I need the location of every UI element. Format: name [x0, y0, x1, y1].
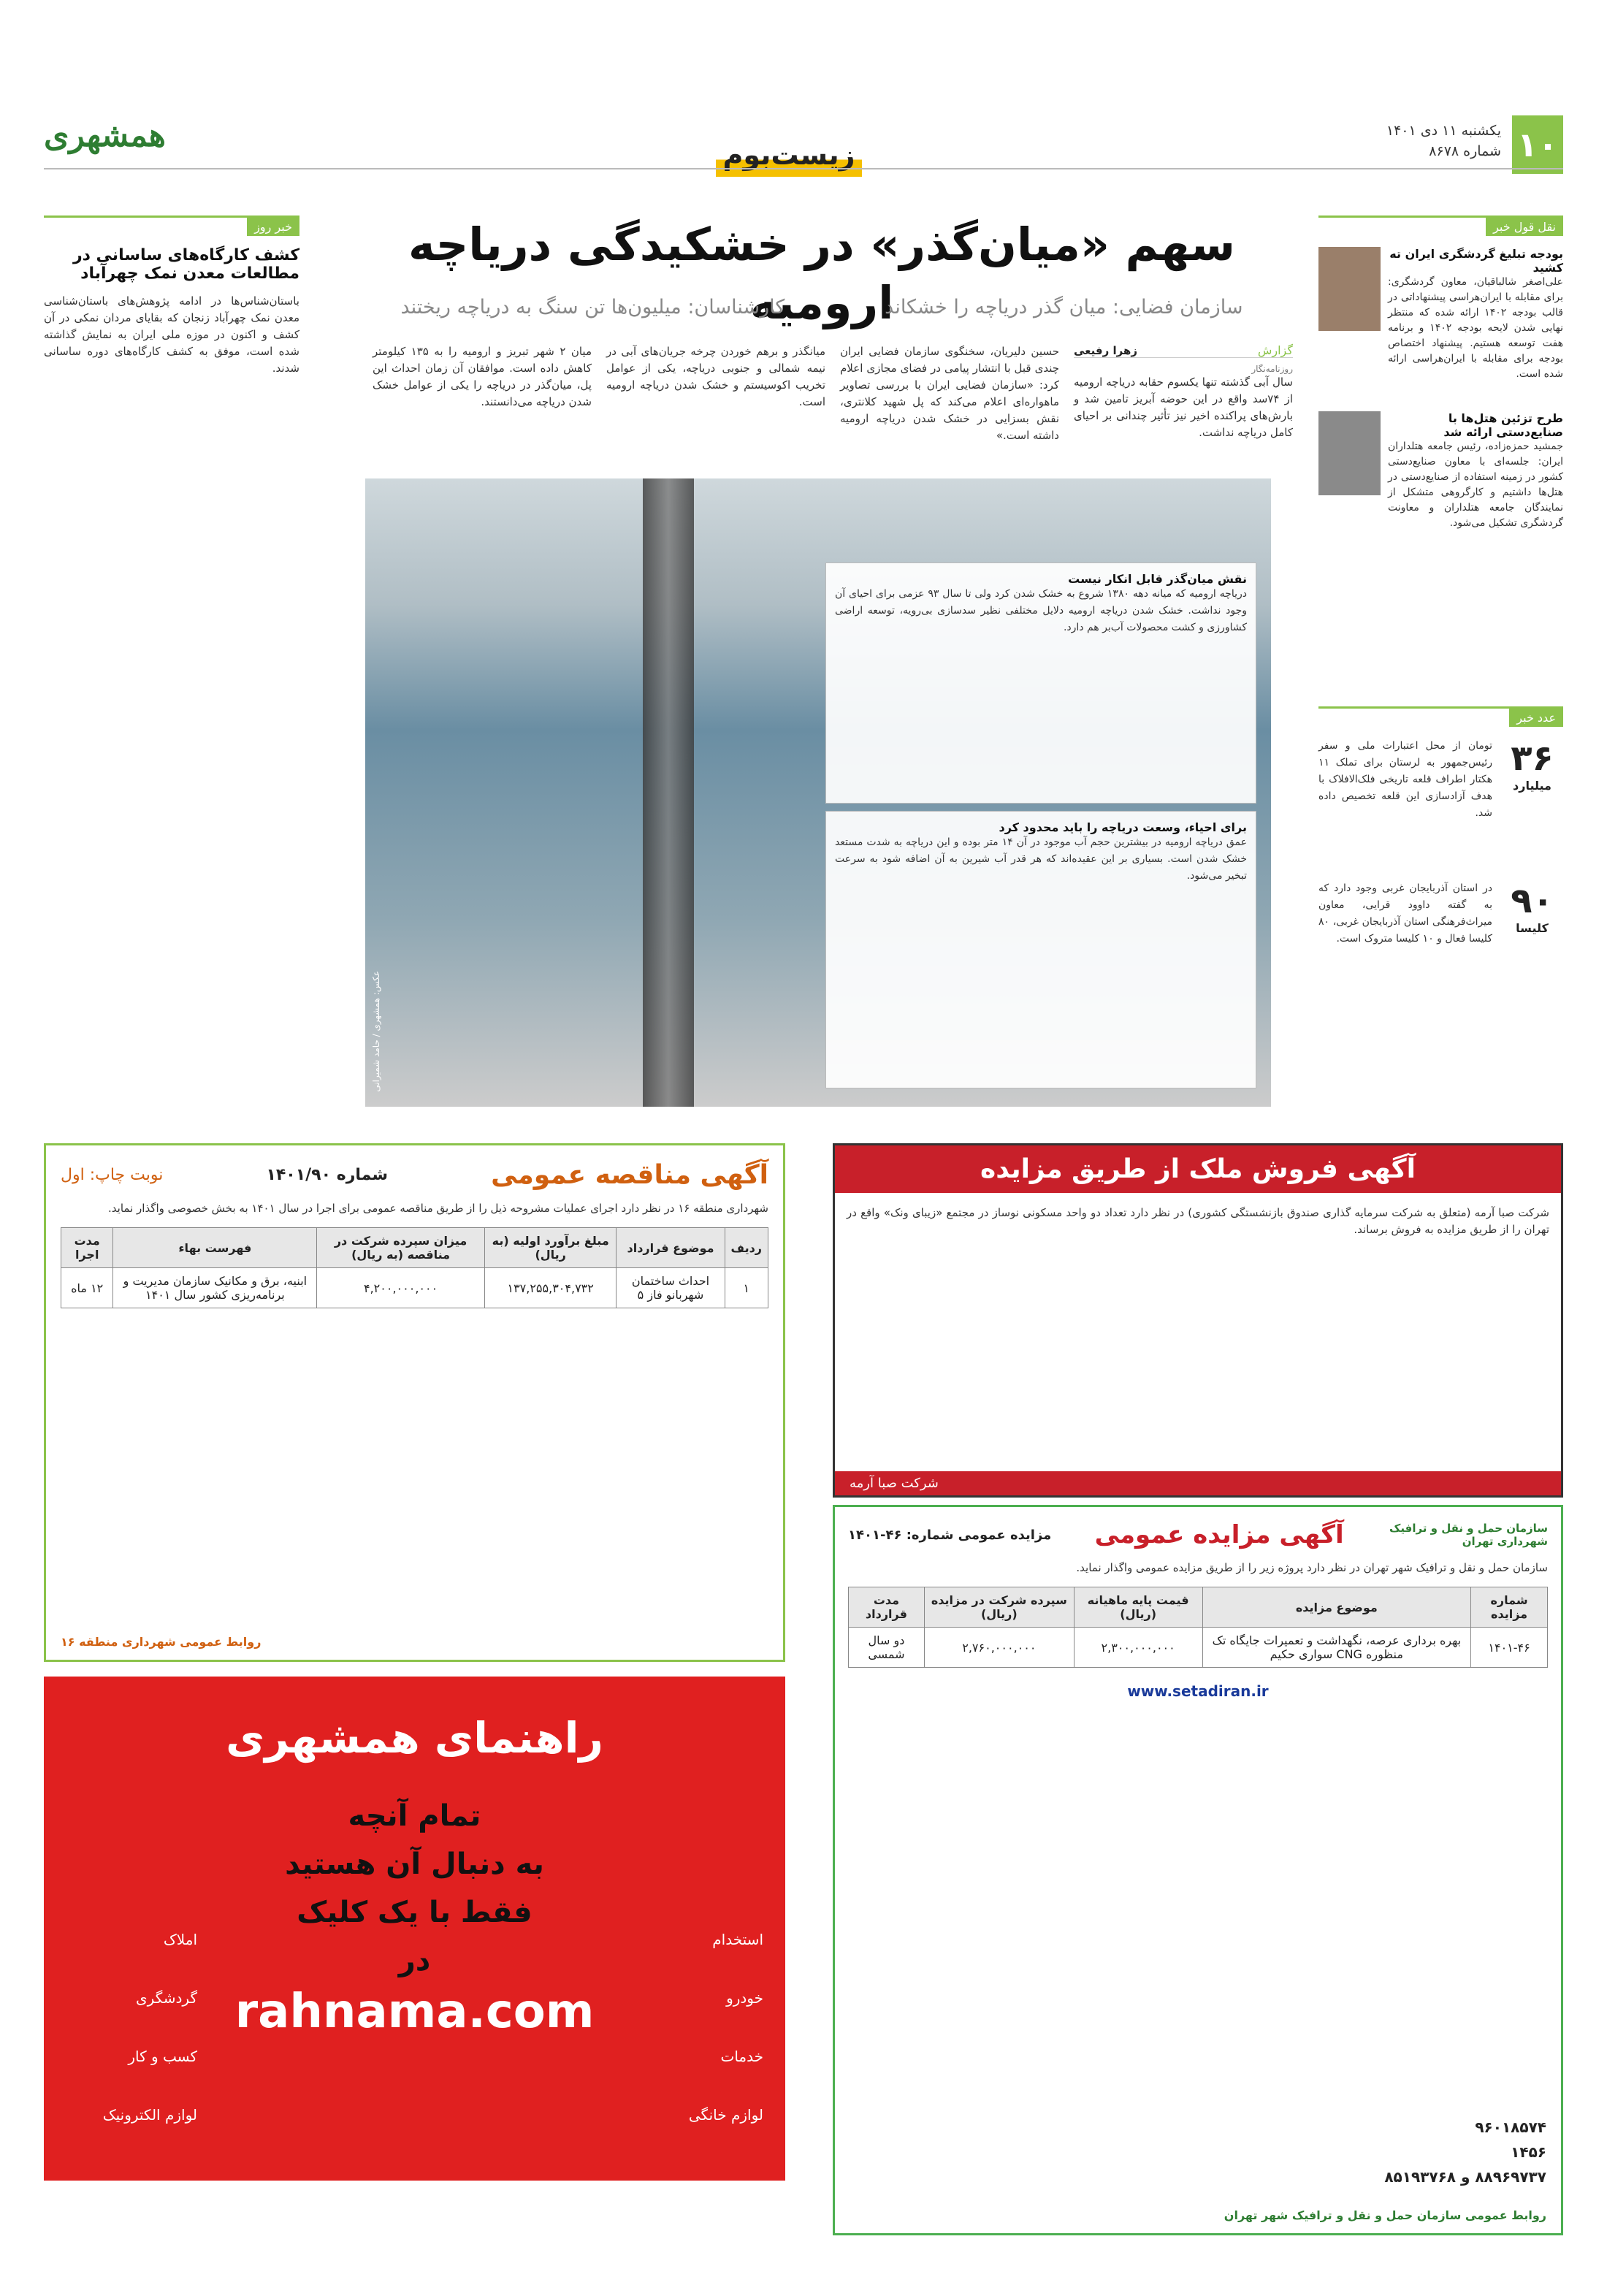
tender-footer: روابط عمومی شهرداری منطقه ۱۶ — [61, 1635, 262, 1649]
numbers-bar — [1318, 706, 1563, 727]
issue-number: شماره ۸۶۷۸ — [1429, 143, 1501, 159]
auction-site-link[interactable]: www.setadiran.ir — [1127, 1682, 1269, 1700]
table-header: سپرده شرکت در مزایده (ریال) — [924, 1587, 1074, 1628]
tender-intro: شهرداری منطقه ۱۶ در نظر دارد اجرای عملیات مشروحه ذیل را از طریق مناقصه عمومی برای اجرا در سال ۱۴۰۱ به بخش خصوصی واگذار نماید. — [108, 1202, 768, 1215]
table-cell: ۱۲ ماه — [61, 1268, 113, 1308]
infobox-text: دریاچه ارومیه که میانه دهه ۱۳۸۰ شروع به خشک شدن کرد ولی تا سال ۹۳ عزمی برای احیای آن وجود نداشت. خشک شدن دریاچه ارومیه دلایل مختلفی نظیر سدسازی بی‌رویه، توسعه اراضی کشاورزی و کشت محصولات آب‌بر هم دارد. — [835, 588, 1247, 633]
table-row — [849, 1628, 1548, 1668]
table-cell: ۲,۷۶۰,۰۰۰,۰۰۰ — [924, 1628, 1074, 1668]
rahnama-title: راهنمای همشهری — [226, 1713, 603, 1763]
table-header: شماره مزایده — [1471, 1587, 1548, 1628]
quote-title: طرح تزئین هتل‌ها با صنایع‌دستی ارائه شد — [1443, 411, 1563, 439]
category-item[interactable]: خودرو — [726, 1989, 763, 2007]
category-item[interactable]: استخدام — [712, 1931, 763, 1948]
auction-table — [848, 1587, 1548, 1668]
phone: ۱۴۵۶ — [1511, 2143, 1546, 2161]
issue-date — [1386, 121, 1501, 161]
table-header: مبلغ برآورد اولیه (به ریال) — [484, 1228, 617, 1268]
article-col-4: میان ۲ شهر تبریز و ارومیه را به ۱۳۵ کیلومتر کاهش داده است. موافقان آن زمان احداث این پل، میان‌گذر در دریاچه را یکی از عوامل خشک شدن دریاچه می‌دانستند. — [373, 345, 592, 408]
tender-ad — [44, 1143, 785, 1662]
infobox-title: نقش میان‌گذر قابل انکار نیست — [1068, 572, 1247, 586]
number-item-1 — [1318, 738, 1563, 822]
category-item[interactable]: گردشگری — [136, 1989, 197, 2007]
sale-ad — [833, 1143, 1563, 1498]
sale-title: آگهی فروش ملک از طریق مزایده — [835, 1145, 1561, 1193]
infobox-text: عمق دریاچه ارومیه در بیشترین حجم آب موجود در آن ۱۴ متر بوده و این دریاچه به شدت مستعد خشک شدن است. بسیاری بر این عقیده‌اند که هر قدر آب شیرین به آن اضافه شود به سرعت تبخیر می‌شود. — [835, 836, 1247, 882]
table-header: موضوع مزایده — [1202, 1587, 1471, 1628]
header-divider — [44, 168, 1563, 169]
report-label: گزارش — [1257, 343, 1293, 357]
table-cell: ۲,۳۰۰,۰۰۰,۰۰۰ — [1074, 1628, 1202, 1668]
news-label: خبر روز — [247, 218, 299, 236]
number-value: ۳۶ — [1511, 738, 1554, 779]
number-unit: کلیسا — [1516, 921, 1549, 935]
sidebar-bar — [1318, 216, 1563, 236]
table-row — [61, 1268, 768, 1308]
quote-label: نقل قول خبر — [1486, 218, 1563, 236]
quote-body: علی‌اصغر شالباقیان، معاون گردشگری: برای مقابله با ایران‌هراسی پیشنهاداتی در قالب بودجه ۱۴۰۲ ارائه شده که منتظر نهایی شدن لایحه بودجه ۱۴۰۲ و برنامه هفت توسعه هستیم. پیشنهاد اختصاص بودجه برای مقابله با ایران‌هراسی ارائه شده است. — [1388, 276, 1564, 380]
infobox-2 — [825, 811, 1256, 1088]
table-cell: احداث ساختمان شهربانو فاز ۵ — [617, 1268, 725, 1308]
category-item[interactable]: خدمات — [720, 2048, 763, 2065]
page-number: ۱۰ — [1512, 115, 1563, 174]
slogan-line: تمام آنچه — [348, 1799, 481, 1833]
main-headline: سهم «میان‌گذر» در خشکیدگی دریاچه ارومیه — [408, 218, 1235, 329]
auction-org: سازمان حمل و نقل و ترافیک شهرداری تهران — [1389, 1522, 1548, 1548]
news-body: باستان‌شناس‌ها در ادامه پژوهش‌های باستان‌شناسی معدن نمک چهرآباد زنجان که بقایای مردان نمکی در آن کشف و اکنون در موزه ملی ایران به نمایش گذاشته شده است، موفق به کشف کارگاه‌های دوره ساسانی شدند. — [44, 294, 299, 375]
number-item-2 — [1318, 880, 1563, 947]
rahnama-ad — [44, 1677, 785, 2181]
sale-body: شرکت صبا آرمه (متعلق به شرکت سرمایه گذاری صندوق بازنشستگی کشوری) در نظر دارد تعداد دو واحد مسکونی نوساز در مجتمع «زیبای ونک» واقع در تهران را از طریق مزایده به فروش برساند. — [847, 1206, 1549, 1236]
auction-footer: روابط عمومی سازمان حمل و نقل و ترافیک شهر تهران — [1224, 2208, 1546, 2222]
number-body: تومان از محل اعتبارات ملی و سفر رئیس‌جمهور به لرستان برای تملک ۱۱ هکتار اطراف قلعه تاریخی فلک‌الافلاک با هدف آزادسازی این قلعه تخصیص داده شد. — [1318, 740, 1492, 819]
phone: ۸۸۹۶۹۷۳۷ و ۸۵۱۹۳۷۶۸ — [1384, 2168, 1546, 2186]
person-photo — [1318, 247, 1381, 331]
numbers-label: عدد خبر — [1509, 709, 1563, 727]
number-value: ۹۰ — [1511, 880, 1554, 921]
category-item[interactable]: لوازم الکترونیک — [102, 2106, 197, 2124]
subheadlines — [351, 296, 1293, 319]
category-item[interactable]: لوازم خانگی — [688, 2106, 763, 2124]
sale-footer: شرکت صبا آرمه — [835, 1471, 1561, 1495]
category-item[interactable]: املاک — [163, 1931, 197, 1948]
slogan-line: به دنبال آن هستید — [285, 1847, 544, 1881]
table-header: فهرست بهاء — [113, 1228, 317, 1268]
table-header: ردیف — [725, 1228, 768, 1268]
right-sidebar — [1318, 216, 1563, 947]
article-text: سال آبی گذشته تنها یکسوم حقابه دریاچه ارومیه از ۷۴سد واقع در این حوضه آبریز تامین شد و بارش‌های پراکنده اخیر نیز تأثیر چندانی بر احیای کامل دریاچه نداشت. — [1074, 375, 1293, 439]
auction-title: آگهی مزایده عمومی — [1094, 1520, 1344, 1549]
category-item[interactable]: کسب و کار — [128, 2048, 197, 2065]
article-col-1 — [1074, 343, 1293, 444]
quote-body: جمشید حمزه‌زاده، رئیس جامعه هتلداران ایران: جلسه‌ای با معاون صنایع‌دستی کشور در زمینه استفاده از صنایع‌دستی در هتل‌ها داشتیم و کارگروهی متشکل از نمایندگان جامعه هتلداران و معاونت گردشگری تشکیل می‌شود. — [1388, 440, 1563, 529]
table-header: مدت اجرا — [61, 1228, 113, 1268]
section-title: زیست‌بوم — [716, 139, 862, 177]
quote-title: بودجه تبلیغ گردشگری ایران ته کشید — [1389, 247, 1563, 275]
table-header: قیمت پایه ماهیانه (ریال) — [1074, 1587, 1202, 1628]
article-col-3: میانگذر و برهم خوردن چرخه جریان‌های آبی در نیمه شمالی و جنوبی دریاچه، یکی از عوامل تخریب اکوسیستم و خشک شدن دریاچه ارومیه است. — [606, 345, 825, 408]
rahnama-url[interactable]: rahnama.com — [234, 1985, 595, 2039]
table-cell: بهره برداری عرصه، نگهداشت و تعمیرات جایگاه تک منظوره CNG سواری حکیم — [1202, 1628, 1471, 1668]
photo-credit: عکس: همشهری / حامد شمیرانی — [371, 971, 381, 1092]
tender-title: آگهی مناقصه عمومی — [491, 1160, 768, 1190]
infobox-title: برای احیاء، وسعت دریاچه را باید محدود کرد — [999, 820, 1247, 834]
subheadline-1: سازمان فضایی: میان گذر دریاچه را خشکاند — [885, 296, 1243, 319]
quote-1 — [1318, 247, 1563, 382]
person-photo — [1318, 411, 1381, 495]
table-header: موضوع قرارداد — [617, 1228, 725, 1268]
subheadline-2: کارشناسان: میلیون‌ها تن سنگ به دریاچه ریختند — [400, 296, 785, 319]
table-cell: ۱ — [725, 1268, 768, 1308]
number-unit: میلیارد — [1513, 779, 1551, 793]
auction-number: مزایده عمومی شماره: ۴۶-۱۴۰۱ — [848, 1527, 1052, 1543]
auction-ad — [833, 1505, 1563, 2235]
newspaper-logo: همشهری — [44, 117, 166, 154]
number-body: در استان آذربایجان غربی وجود دارد که به گفته داوود قرایی، معاون میراث‌فرهنگی استان آذربایجان غربی، ۸۰ کلیسا فعال و ۱۰ کلیسا متروک است. — [1318, 882, 1492, 945]
table-cell: ۱۴۰۱-۴۶ — [1471, 1628, 1548, 1668]
table-cell: ابنیه، برق و مکانیک سازمان مدیریت و برنامه‌ریزی کشور سال ۱۴۰۱ — [113, 1268, 317, 1308]
table-cell: ۴,۲۰۰,۰۰۰,۰۰۰ — [317, 1268, 485, 1308]
auction-intro: سازمان حمل و نقل و ترافیک شهر تهران در نظر دارد پروژه زیر را از طریق مزایده عمومی واگذار نماید. — [1076, 1561, 1548, 1574]
table-header: میزان سپرده شرکت در مناقصه (به ریال) — [317, 1228, 485, 1268]
slogan-line: فقط با یک کلیک — [297, 1896, 533, 1929]
article-columns — [373, 343, 1293, 444]
date-text: یکشنبه ۱۱ دی ۱۴۰۱ — [1386, 123, 1501, 139]
cats-right — [632, 1910, 763, 2144]
table-cell: دو سال شمسی — [849, 1628, 925, 1668]
causeway — [643, 478, 694, 1107]
left-news — [44, 216, 299, 377]
tender-table — [61, 1227, 768, 1308]
author-name: زهرا رفیعی — [1074, 343, 1137, 357]
news-title: کشف کارگاه‌های ساسانی در مطالعات معدن نمک چهرآباد — [72, 246, 299, 283]
cats-left — [66, 1910, 197, 2144]
quote-2 — [1318, 411, 1563, 531]
article-col-2: حسین دلیریان، سخنگوی سازمان فضایی ایران چندی قبل با انتشار پیامی در فضای مجازی اعلام کرد: «سازمان فضایی ایران با بررسی تصاویر ماهواره‌ای اعلام می‌کند که پل شهید کلانتری، نقش بسزایی در خشک شدن دریاچه ارومیه داشته است.» — [840, 345, 1059, 442]
slogan-line: در — [398, 1944, 431, 1977]
tender-number: شماره ۱۴۰۱/۹۰ — [266, 1166, 389, 1184]
phone: ۹۶۰۱۸۵۷۴ — [1475, 2118, 1546, 2136]
infobox-1 — [825, 562, 1256, 804]
table-cell: ۱۳۷,۲۵۵,۳۰۴,۷۳۲ — [484, 1268, 617, 1308]
auction-phones — [1384, 2115, 1546, 2189]
tender-print: نوبت چاپ: اول — [61, 1166, 164, 1184]
table-header: مدت قرارداد — [849, 1587, 925, 1628]
author-role: روزنامه‌نگار — [1251, 364, 1293, 374]
